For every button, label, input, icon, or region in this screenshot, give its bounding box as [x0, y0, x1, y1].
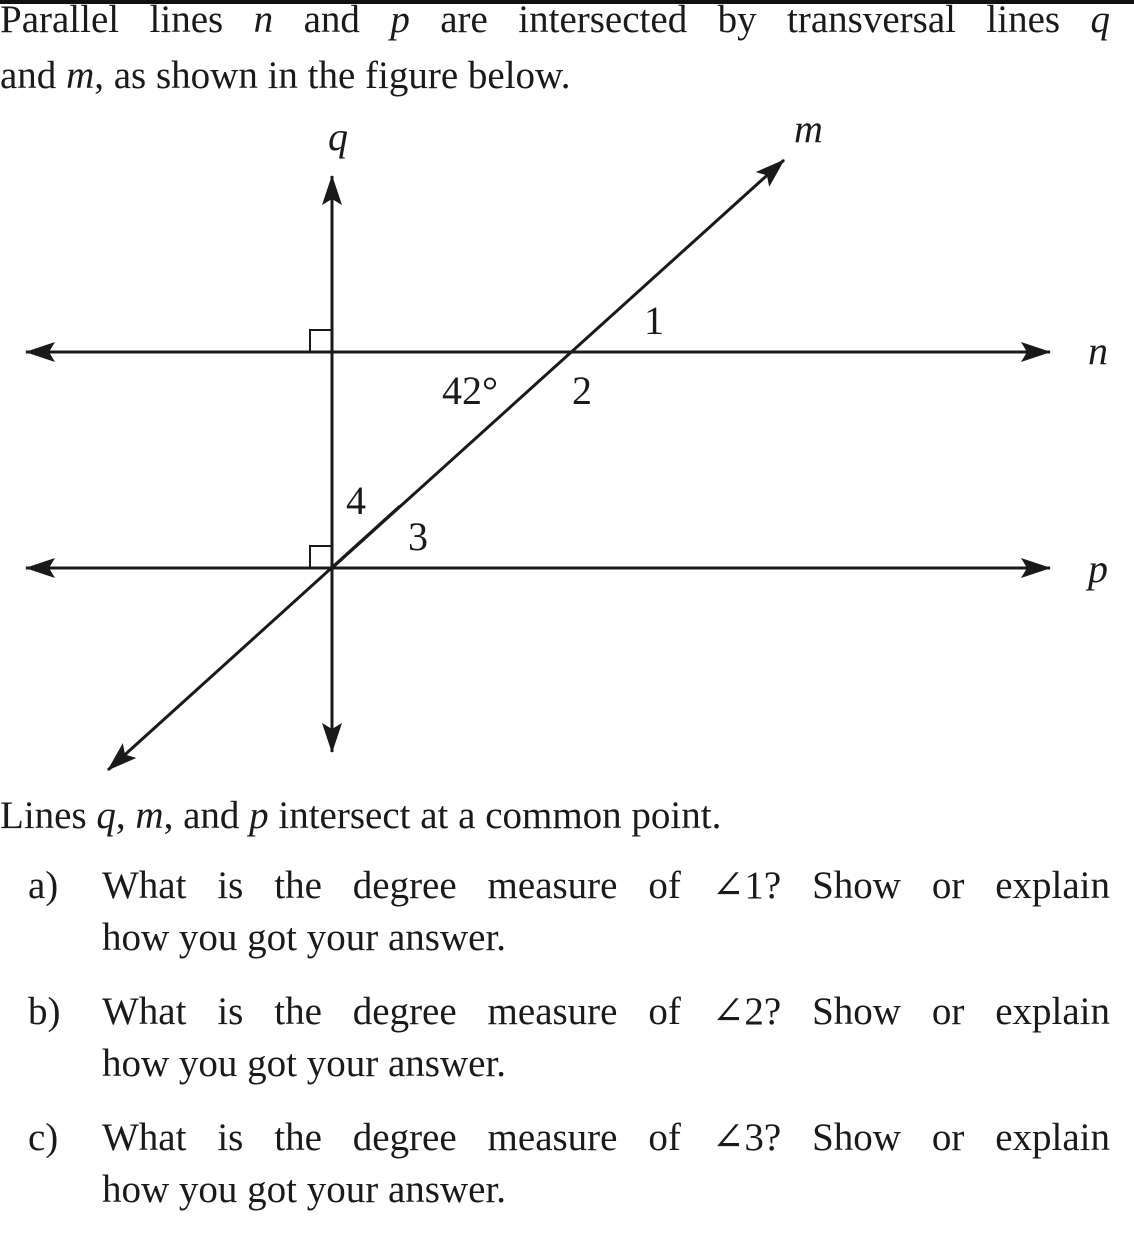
common-point-statement: Lines q, m, and p intersect at a common point. [0, 794, 722, 837]
question-text-line-1: What is the degree measure of ∠2? Show or explain [102, 990, 1110, 1033]
question-marker: a) [28, 864, 59, 907]
angle-label-2: 2 [572, 368, 592, 413]
angle-label-1: 1 [644, 298, 664, 343]
question-a [0, 860, 1110, 964]
question-c [0, 1112, 1110, 1216]
angle-label-4: 4 [346, 478, 366, 523]
question-marker: c) [28, 1116, 59, 1159]
var-n: n [253, 0, 274, 41]
label-q: q [328, 114, 348, 159]
geometry-figure [0, 100, 1134, 780]
angle-label-3: 3 [408, 514, 428, 559]
question-text-line-1: What is the degree measure of ∠3? Show or explain [102, 1116, 1110, 1159]
var-p: p [390, 0, 410, 41]
right-angle-mark-p [310, 546, 332, 568]
label-n: n [1088, 328, 1108, 373]
question-text-line-1: What is the degree measure of ∠1? Show or explain [102, 864, 1110, 907]
var-q: q [1090, 0, 1110, 41]
problem-intro [0, 0, 1110, 104]
right-angle-mark-n [310, 330, 332, 352]
var-m: m [66, 54, 95, 97]
label-p: p [1088, 546, 1108, 591]
label-m: m [794, 106, 823, 151]
angle-label-given: 42° [442, 368, 498, 413]
question-marker: b) [28, 990, 61, 1033]
question-text-line-2: how you got your answer. [102, 1042, 507, 1085]
question-text-line-2: how you got your answer. [102, 916, 507, 959]
question-text-line-2: how you got your answer. [102, 1168, 507, 1211]
question-list [0, 860, 1110, 1238]
line-m-lower-end [108, 506, 400, 770]
question-b [0, 986, 1110, 1090]
intro-line-2: and m, as shown in the figure below. [0, 54, 571, 97]
intro-line-1: Parallel lines n and p are intersected by transversal lines q [0, 0, 1110, 41]
